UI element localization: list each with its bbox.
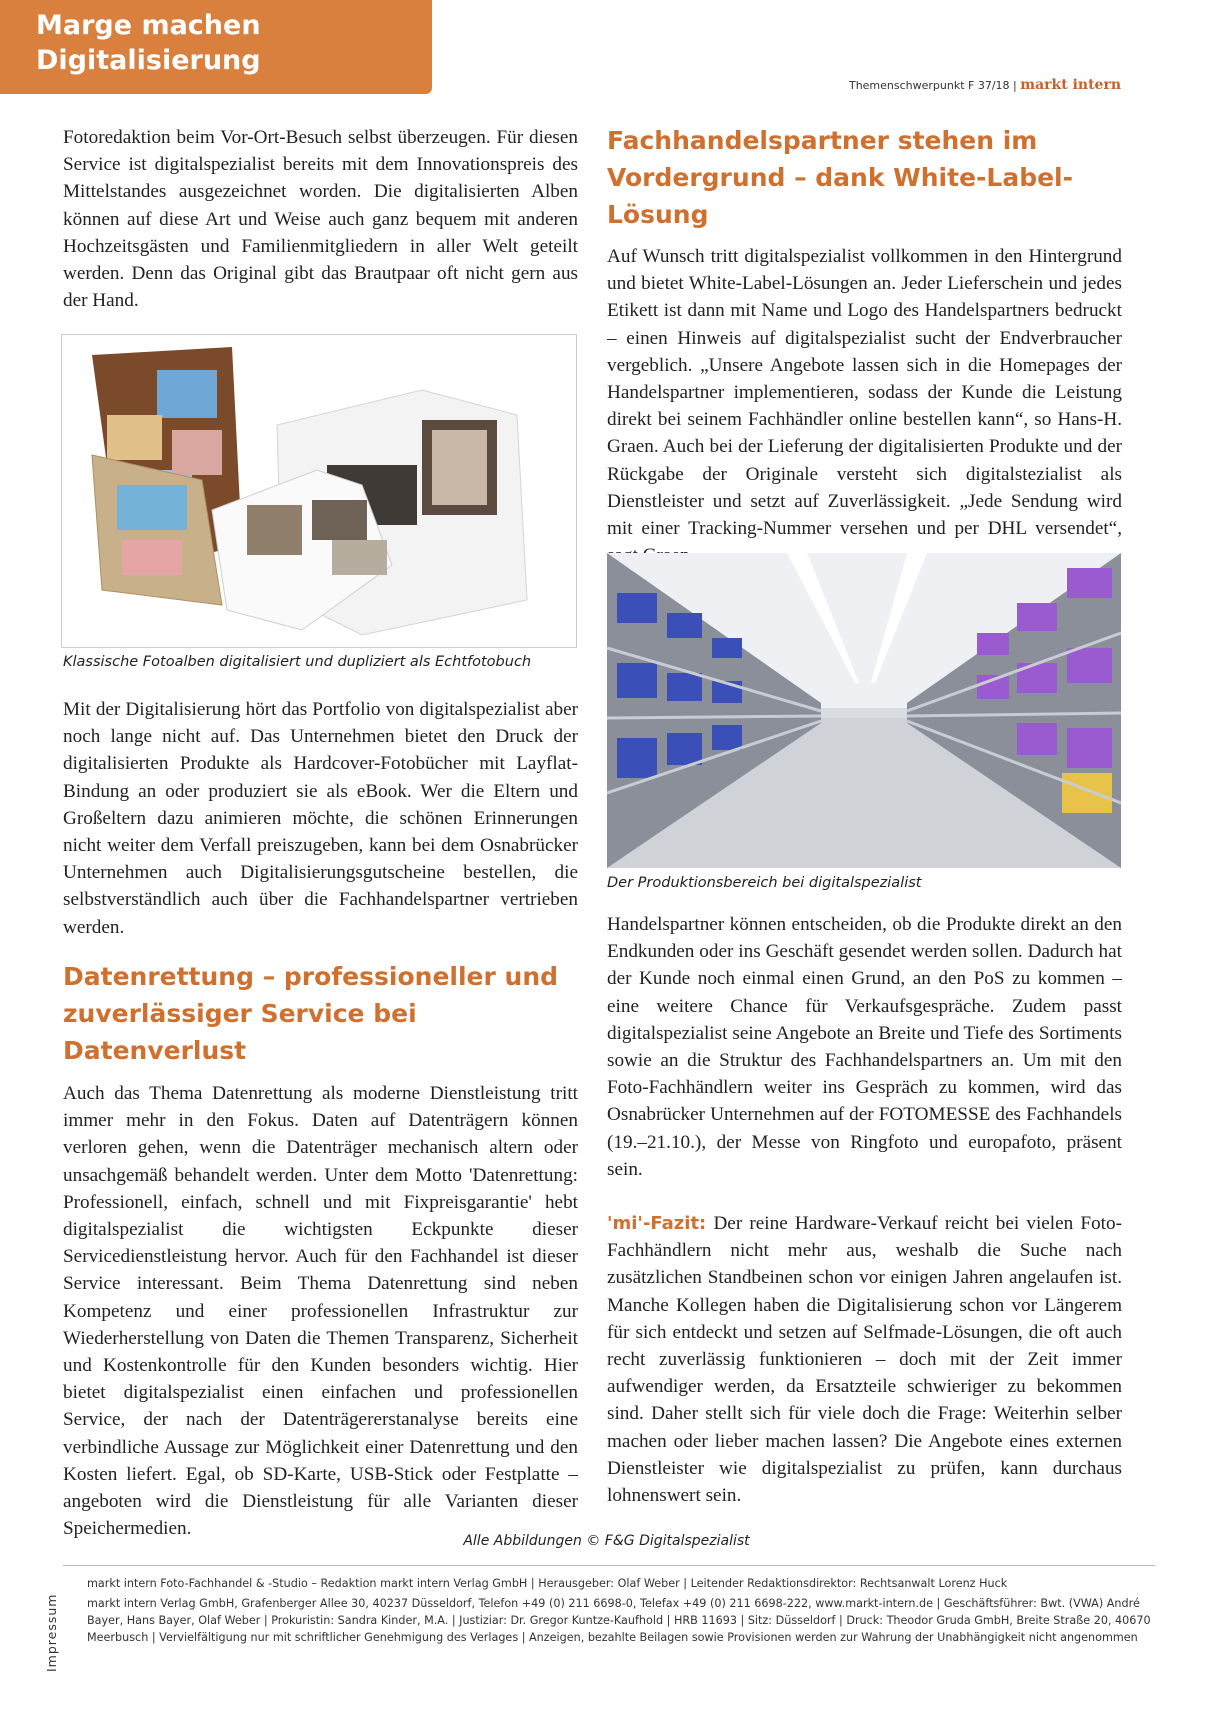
fazit-paragraph [607,1210,1122,1509]
section-title-line1: Marge machen [36,10,261,41]
body-paragraph: Mit der Digitalisierung hört das Portfolio von digitalspezialist aber noch lange nicht auf. Das Unternehmen bietet den Druck der digitalisierten Produkte als Hardcover-Fotobücher mit Layflat-Bindung an oder produziert sie als eBook. Wer die Eltern und Großeltern dazu animieren möchte, die schönen Erinnerungen nicht weiter dem Verfall preiszugeben, kann bei dem Osnabrücker Unternehmen auch Digitalisierungsgutscheine bestellen, die selbstverständlich auch über die Fachhandelspartner vertrieben werden. [63,699,578,938]
issue-reference: Themenschwerpunkt F 37/18 | [848,79,1017,92]
body-paragraph: Auf Wunsch tritt digitalspezialist vollkommen in den Hintergrund und bietet White-Label-Lösungen an. Jeder Lieferschein und jedes Etikett ist dann mit Name und Logo des Handelspartners bedruckt – einen Hinweis auf digitalspezialist sucht der Endverbraucher vergeblich. „Unsere Angebote lassen sich in die Homepages der Handelspartner implementieren, sodass der Kunde die Leistung direkt bei seinem Fachhändler online bestellen kann“, so Hans-H. Graen. Auch bei der Lieferung der digitalisierten Produkte und der Rückgabe der Originale versteht sich digitalstezialist als Dienstleister und setzt auf Zuverlässigkeit. „Jede Sendung wird mit einer Tracking-Nummer versehen und per DHL versendet“, [607,246,1122,540]
photo-caption-albums: Klassische Fotoalben digitalisiert und dupliziert als Echtfotobuch [63,654,532,670]
section-tab [0,0,432,94]
section-heading: Datenrettung – professioneller und zuverlässiger Service bei Datenverlust [63,962,559,1065]
photo-albums [61,334,577,648]
section-title-line2: Digitalisierung [36,45,261,76]
impressum-divider [63,1565,1155,1566]
left-column-portfolio [63,696,578,941]
body-paragraph: Fotoredaktion beim Vor-Ort-Besuch selbst überzeugen. Für diesen Service ist digitalspezialist bereits mit dem Innovationspreis des Mittelstandes ausgezeichnet worden. Die digitalisierten Alben können auf diese Art und Weise auch ganz bequem mit anderen Hochzeitsgästen und Familienmitgliedern in aller Welt geteilt werden. Denn das Original gibt das Brautpaar oft nicht gern aus der Hand. [63,127,578,312]
right-column-handelspartner [607,911,1122,1183]
image-credits: Alle Abbildungen © F&G Digitalspezialist [463,1533,750,1549]
right-column-whitelabel [607,122,1122,569]
right-column-fazit [607,1210,1122,1509]
photo-caption-warehouse: Der Produktionsbereich bei digitalspezialist [607,875,922,891]
impressum-label: Impressum [44,1593,59,1672]
photo-warehouse [607,553,1121,868]
fazit-label: 'mi'-Fazit: [607,1213,707,1234]
photo-albums-illustration [62,335,576,647]
brand-logo: markt intern [1020,77,1121,93]
impressum-line: markt intern Foto-Fachhandel & -Studio – Redaktion markt intern Verlag GmbH | Herausgeber: Olaf Weber | Leitender Redaktionsdirektor: Rechtsanwalt Lorenz Huck [87,1577,1008,1590]
section-heading: Fachhandelspartner stehen im Vordergrund – dank White-Label-Lösung [607,126,1074,229]
left-column-intro [63,124,578,314]
body-paragraph: Handelspartner können entscheiden, ob die Produkte direkt an den Endkunden oder ins Geschäft gesendet werden sollen. Dadurch hat der Kunde noch einmal einen Grund, an den PoS zu kommen – eine weitere Chance für Verkaufsgespräche. Zudem passt digitalspezialist seine Angebote an Breite und Tiefe des Sortiments sowie an die Struktur des Fachhandelspartners an. Um mit den Foto-Fachhändlern weiter ins Gespräch zu kommen, wird das Osnabrücker Unternehmen auf der FOTOMESSE des Fachhandels (19.–21.10.), der Messe von Ringfoto und europafoto, präsent sein. [607,914,1122,1180]
impressum-line: markt intern Verlag GmbH, Grafenberger Allee 30, 40237 Düsseldorf, Telefon +49 (0) 211 6698-0, Telefax +49 (0) 211 6698-222, www.markt-intern.de | Geschäftsführer: Bwt. (VWA) André Bayer, Hans Bayer, Olaf Weber | Prokuristin: Sandra Kinder, M.A. | Justiziar: Dr. Gregor Kuntze-Kaufhold | HRB 11693 | Sitz: Düsseldorf | Druck: Theodor Gruda GmbH, Breite Straße 20, 40670 Meerbusch | Vervielfältigung nur mit schriftlicher Genehmigung des Verlages | Anzeigen, bezahlte Beilagen sowie Provisionen werden zur Wahrung der Unabhängigkeit nicht angenommen [87,1597,1151,1644]
running-header [849,77,1121,93]
body-paragraph: Auch das Thema Datenrettung als moderne Dienstleistung tritt immer mehr in den Fokus. Daten auf Datenträgern können verloren gehen, wenn die Datenträger mechanisch altern oder unsachgemäß behandelt werden. Unter dem Motto 'Datenrettung: Professionell, einfach, schnell und mit Fixpreisgarantie' hebt digitalspezialist die wichtigsten Eckpunkte dieser Servicedienstleistung hervor. Auch für den Fachhandel ist dieser Service interessant. Beim Thema Datenrettung sind neben Kompetenz und einer professionellen Infrastruktur zur Wiederherstellung von Daten die Themen Transparenz, Sicherheit und Kostenkontrolle für den Kunden besonders wichtig. Hier bietet digitalspezialist einen einfachen und professionellen Service, der nach der Datenträgererstanalyse bereits eine verbindliche Aussage zur Möglichkeit einer Datenrettung und den Kosten liefert. Egal, ob SD-Karte, USB-Stick oder Festplatte – angeboten wird die Dienstleistung für alle Varianten dieser Speichermedien. [63,1083,578,1540]
fazit-text: Der reine Hardware-Verkauf reicht bei vielen Foto-Fachhändlern nicht mehr aus, weshalb die Suche nach zusätzlichen Standbeinen schon vor einigen Jahren angelaufen ist. Manche Kollegen haben die Digitalisierung schon vor Längerem für sich entdeckt und setzen auf Selfmade-Lösungen, die oft auch recht zuverlässig funktionieren – doch mit der Zeit immer aufwendiger werden, da Ersatzteile schwieriger zu bekommen sind. Daher stellt sich für viele doch die Frage: Weiterhin selber machen oder lieber machen lassen? Die Angebote eines externen Dienstleister wie digitalspezialist zu prüfen, kann durchaus lohnenswert sein. [607,1213,1122,1507]
photo-warehouse-illustration [607,553,1121,868]
impressum [87,1575,1155,1649]
left-column-datenrettung [63,958,578,1542]
